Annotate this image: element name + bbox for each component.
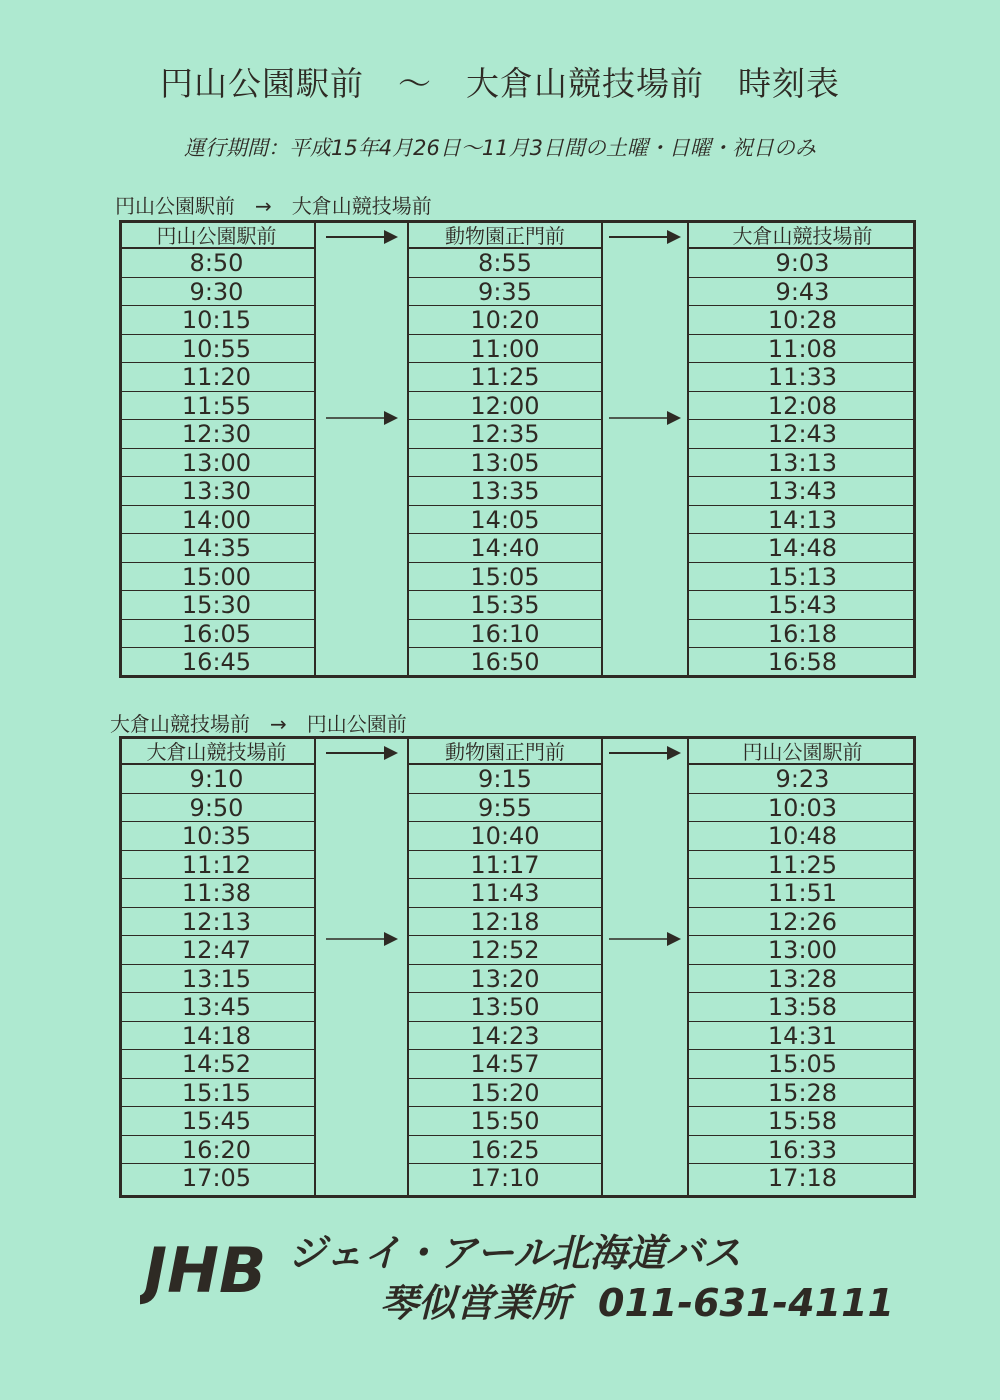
time-cell: 10:40 <box>409 822 601 851</box>
time-cell: 10:48 <box>689 822 916 851</box>
time-cell: 15:05 <box>409 563 601 592</box>
column-header: 大倉山競技場前 <box>119 739 314 765</box>
column-header: 円山公園駅前 <box>119 223 314 249</box>
time-cell: 16:58 <box>767 648 838 676</box>
time-cell: 11:08 <box>689 335 916 364</box>
time-cell: 8:50 <box>119 249 314 278</box>
arrow-right-icon <box>318 741 404 765</box>
phone-number: 011-631-4111 <box>598 1281 894 1325</box>
column-origin <box>119 739 316 1195</box>
time-cell: 11:55 <box>119 392 314 421</box>
time-cell: 11:12 <box>119 851 314 880</box>
operation-period: 運行期間：平成15年4月26日～11月3日間の土曜・日曜・祝日のみ <box>184 136 816 160</box>
time-cell: 16:25 <box>409 1136 601 1165</box>
time-cell: 9:30 <box>119 278 314 307</box>
time-cell: 15:35 <box>409 591 601 620</box>
time-cell: 14:57 <box>409 1050 601 1079</box>
arrow-right-icon <box>318 406 404 430</box>
time-cell: 16:20 <box>119 1136 314 1165</box>
column-header: 動物園正門前 <box>409 223 601 249</box>
time-cell: 9:50 <box>119 794 314 823</box>
time-cell: 13:13 <box>689 449 916 478</box>
time-cell: 13:45 <box>119 993 314 1022</box>
time-cell: 9:23 <box>689 765 916 794</box>
time-cell: 13:00 <box>689 936 916 965</box>
timetable-outbound <box>119 220 916 678</box>
time-cell: 13:15 <box>119 965 314 994</box>
arrow-right-icon <box>603 406 687 430</box>
arrow-right-icon <box>318 927 404 951</box>
time-cell: 8:55 <box>409 249 601 278</box>
time-cell: 14:05 <box>409 506 601 535</box>
time-cell: 15:43 <box>689 591 916 620</box>
time-cell: 14:00 <box>119 506 314 535</box>
jhb-logo-icon <box>140 1228 280 1308</box>
time-cell: 14:48 <box>689 534 916 563</box>
time-cell: 10:55 <box>119 335 314 364</box>
time-cell: 11:20 <box>119 363 314 392</box>
time-cell: 13:30 <box>119 477 314 506</box>
time-cell: 12:00 <box>409 392 601 421</box>
time-cell: 11:33 <box>689 363 916 392</box>
time-cell: 14:31 <box>689 1022 916 1051</box>
time-cell: 12:47 <box>119 936 314 965</box>
company-name: ジェイ・アール北海道バス <box>288 1231 742 1275</box>
time-cell: 16:10 <box>409 620 601 649</box>
time-cell: 10:15 <box>119 306 314 335</box>
office-name: 琴似営業所 <box>380 1281 571 1325</box>
time-cell: 14:40 <box>409 534 601 563</box>
time-cell: 9:15 <box>409 765 601 794</box>
time-cell: 11:25 <box>689 851 916 880</box>
time-cell: 17:10 <box>470 1164 540 1192</box>
time-cell: 13:50 <box>409 993 601 1022</box>
time-cell: 15:05 <box>689 1050 916 1079</box>
time-cell: 10:35 <box>119 822 314 851</box>
column-destination <box>687 739 916 1195</box>
time-cell: 12:35 <box>409 420 601 449</box>
time-cell: 14:52 <box>119 1050 314 1079</box>
time-cell: 12:08 <box>689 392 916 421</box>
column-destination <box>687 223 916 675</box>
time-cell: 14:18 <box>119 1022 314 1051</box>
time-cell: 16:50 <box>470 648 540 676</box>
time-cell: 15:20 <box>409 1079 601 1108</box>
time-cell: 10:28 <box>689 306 916 335</box>
time-cell: 13:28 <box>689 965 916 994</box>
time-cell: 10:20 <box>409 306 601 335</box>
route-label-outbound: 円山公園駅前 → 大倉山競技場前 <box>115 194 432 218</box>
time-cell: 11:25 <box>409 363 601 392</box>
arrow-right-icon <box>318 225 404 249</box>
time-cell: 12:18 <box>409 908 601 937</box>
route-label-inbound: 大倉山競技場前 → 円山公園前 <box>110 712 407 736</box>
time-cell: 17:05 <box>181 1164 252 1192</box>
time-cell: 17:18 <box>767 1164 838 1192</box>
time-cell: 12:13 <box>119 908 314 937</box>
time-cell: 12:30 <box>119 420 314 449</box>
time-cell: 15:28 <box>689 1079 916 1108</box>
time-cell: 15:15 <box>119 1079 314 1108</box>
time-cell: 14:23 <box>409 1022 601 1051</box>
column-header: 円山公園駅前 <box>689 739 916 765</box>
arrow-right-icon <box>603 225 687 249</box>
time-cell: 15:30 <box>119 591 314 620</box>
time-cell: 16:33 <box>689 1136 916 1165</box>
arrow-right-icon <box>603 741 687 765</box>
column-zoo <box>407 739 603 1195</box>
time-cell: 15:50 <box>409 1107 601 1136</box>
time-cell: 16:05 <box>119 620 314 649</box>
time-cell: 15:13 <box>689 563 916 592</box>
time-cell: 9:55 <box>409 794 601 823</box>
time-cell: 9:43 <box>689 278 916 307</box>
time-cell: 9:35 <box>409 278 601 307</box>
time-cell: 13:00 <box>119 449 314 478</box>
time-cell: 12:52 <box>409 936 601 965</box>
page-title: 円山公園駅前 ～ 大倉山競技場前 時刻表 <box>160 64 840 103</box>
time-cell: 9:03 <box>689 249 916 278</box>
logo-text: JHB <box>144 1234 267 1307</box>
time-cell: 11:51 <box>689 879 916 908</box>
time-cell: 13:20 <box>409 965 601 994</box>
time-cell: 11:17 <box>409 851 601 880</box>
time-cell: 12:26 <box>689 908 916 937</box>
column-origin <box>119 223 316 675</box>
time-cell: 13:43 <box>689 477 916 506</box>
time-cell: 12:43 <box>689 420 916 449</box>
time-cell: 11:38 <box>119 879 314 908</box>
time-cell: 13:35 <box>409 477 601 506</box>
time-cell: 15:45 <box>119 1107 314 1136</box>
time-cell: 10:03 <box>689 794 916 823</box>
time-cell: 11:00 <box>409 335 601 364</box>
time-cell: 16:45 <box>181 648 252 676</box>
time-cell: 11:43 <box>409 879 601 908</box>
time-cell: 9:10 <box>119 765 314 794</box>
arrow-right-icon <box>603 927 687 951</box>
column-zoo <box>407 223 603 675</box>
office-contact <box>380 1272 894 1327</box>
time-cell: 14:35 <box>119 534 314 563</box>
time-cell: 13:05 <box>409 449 601 478</box>
time-cell: 14:13 <box>689 506 916 535</box>
timetable-inbound <box>119 736 916 1198</box>
column-header: 動物園正門前 <box>409 739 601 765</box>
column-header: 大倉山競技場前 <box>689 223 916 249</box>
time-cell: 15:00 <box>119 563 314 592</box>
time-cell: 15:58 <box>689 1107 916 1136</box>
time-cell: 16:18 <box>689 620 916 649</box>
time-cell: 13:58 <box>689 993 916 1022</box>
